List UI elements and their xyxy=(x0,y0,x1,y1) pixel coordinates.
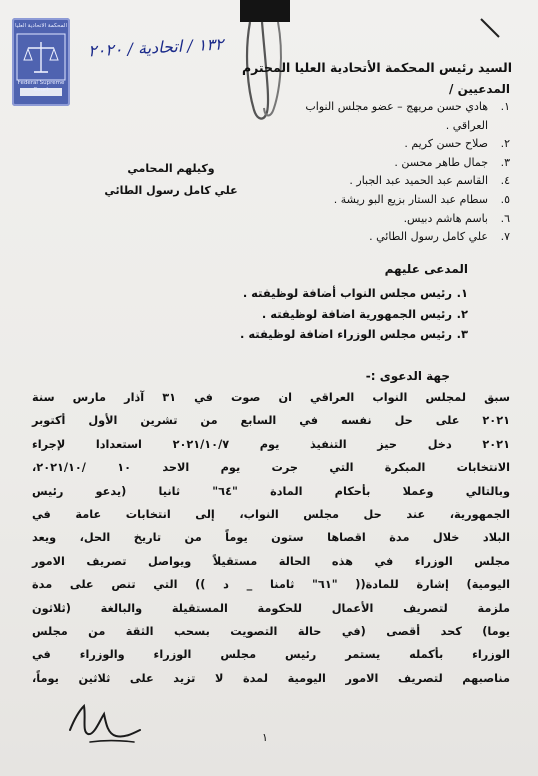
case-line: وبالتالي وعملا بأحكام المادة "٦٤" ثانيا (يدعو رئيس xyxy=(32,484,510,498)
list-item: ٢. رئيس الجمهورية اضافة لوظيفته . xyxy=(261,306,468,321)
list-item: ٤. القاسم عبد الحميد عبد الجبار . xyxy=(349,174,510,188)
signature-icon xyxy=(60,690,150,750)
lawyer-block xyxy=(96,158,246,202)
handwritten-reference: ١٣٢ / اتحادية / ٢٠٢٠ xyxy=(87,34,224,61)
lawyer-label: وكيلهم المحامي xyxy=(127,162,215,175)
case-body xyxy=(32,386,510,690)
lawyer-name: علي كامل رسول الطائي xyxy=(104,184,238,197)
case-line: ٢٠٢١ دخل حيز التنفيذ يوم ٢٠٢١/١٠/٧ استعدادا لإجراء xyxy=(32,437,510,451)
pen-mark-icon xyxy=(478,16,502,40)
list-item: ٢. صلاح حسن كريم . xyxy=(404,137,510,151)
case-line: ٢٠٢١ على حل نفسه في السابع من تشرين الأول أكتوبر xyxy=(32,414,510,428)
case-line: الجمهورية، عند حل مجلس النواب، إلى انتخابات عامة في xyxy=(32,508,510,522)
case-line: الانتخابات المبكرة التي جرت يوم الاحد ١٠ /٢٠٢١/١٠، xyxy=(32,461,510,475)
list-item: ١. رئيس مجلس النواب أضافة لوظيفته . xyxy=(242,286,468,300)
case-line: يوما) كحد أقصى (في حالة التصويت بسحب الثقة من مجلس xyxy=(32,625,510,639)
case-line: اليومية) إشارة للمادة(( "٦١" ثامنا _ د )) التي تنص على مدة xyxy=(32,578,510,592)
case-line: مناصبهم لتصريف الامور اليومية لمدة لا تزيد على ثلاثين يوماً، xyxy=(32,671,510,685)
case-line: سبق لمجلس النواب العراقي ان صوت في ٣١ آذار مارس سنة xyxy=(32,391,510,404)
case-heading: جهة الدعوى :- xyxy=(365,369,450,383)
list-item: ٣. جمال طاهر محسن . xyxy=(394,155,510,169)
case-line: البلاد خلال مدة اقصاها ستون يوماً من تاريخ الحل، ويعد xyxy=(32,531,510,545)
list-item: ١. هادي حسن مريهج – عضو مجلس النواب العراقي . xyxy=(305,100,510,132)
court-seal-stamp xyxy=(12,18,70,106)
plaintiffs-list xyxy=(270,98,510,247)
page-number: ١ xyxy=(262,731,268,744)
defendants-list xyxy=(228,283,468,345)
defendants-label: المدعى عليهم xyxy=(384,262,468,276)
case-line: ملزمة لتصريف الأعمال للحكومة المستقيلة والبالغة (ثلاثون xyxy=(32,601,510,615)
stamp-text-english: Federal Supreme Court xyxy=(17,80,65,93)
plaintiffs-label: المدعيين / xyxy=(449,82,510,96)
case-line: مجلس الوزراء في هذه الحالة مستقيلاً ويواصل تصريف الامور xyxy=(32,554,510,568)
list-item: ٧. علي كامل رسول الطائي . xyxy=(369,230,510,244)
page-title: السيد رئيس المحكمة الأتحادية العليا المحترم xyxy=(241,60,512,75)
stamp-text-arabic: المحكمة الاتحادية العليا xyxy=(15,23,67,29)
list-item: ٣. رئيس مجلس الوزراء اضافة لوظيفته . xyxy=(239,327,468,341)
case-line: الوزراء بأكمله يستمر رئيس مجلس الوزراء والوزراء في xyxy=(32,648,510,662)
list-item: ٦. باسم هاشم دبيس. xyxy=(403,211,510,225)
list-item: ٥. سطام عبد الستار بزيع البو ريشة . xyxy=(333,192,510,206)
